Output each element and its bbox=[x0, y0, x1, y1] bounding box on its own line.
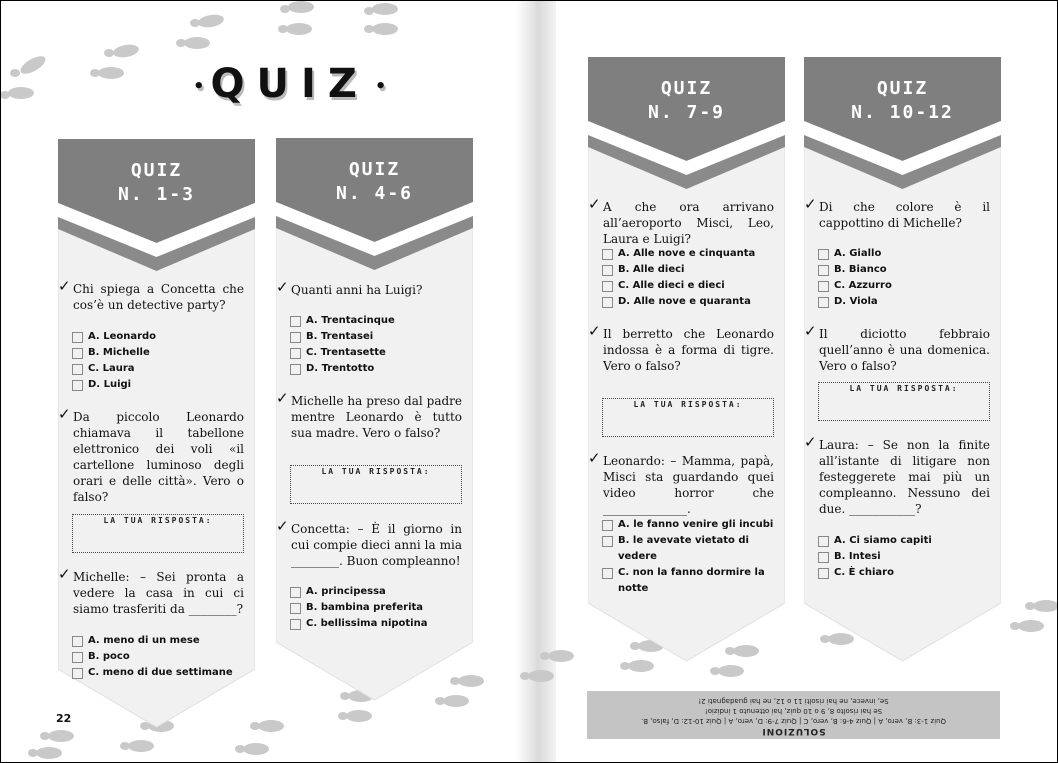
checkbox[interactable] bbox=[72, 636, 83, 647]
checkmark-icon: ✓ bbox=[276, 389, 289, 407]
options-list bbox=[818, 246, 993, 310]
option-b[interactable]: B. Michelle bbox=[72, 345, 247, 361]
checkmark-icon: ✓ bbox=[276, 278, 289, 296]
footprint-icon bbox=[250, 720, 284, 732]
option-b[interactable]: B. Alle dieci bbox=[602, 262, 777, 278]
footprint-icon bbox=[710, 665, 744, 677]
question-1: ✓ A che ora arrivano all’aeroporto Misci, Leo, Laura e Luigi? bbox=[588, 195, 774, 246]
option-b[interactable]: B. poco bbox=[72, 649, 247, 665]
option-a[interactable]: A. principessa bbox=[290, 584, 465, 600]
checkmark-icon: ✓ bbox=[58, 565, 71, 583]
footprint-icon bbox=[338, 710, 372, 722]
checkbox[interactable] bbox=[290, 619, 301, 630]
checkmark-icon: ✓ bbox=[804, 195, 817, 213]
footprint-icon bbox=[40, 730, 74, 742]
option-d[interactable]: D. Viola bbox=[818, 294, 993, 310]
checkbox[interactable] bbox=[72, 332, 83, 343]
question-3: ✓ Laura: – Se non la finite all’istante di litigare non festeggerete mai più un compleanno. Nessuno dei due. ___________? bbox=[804, 433, 990, 516]
question-1: ✓ Di che colore è il cappottino di Michelle? bbox=[804, 195, 990, 230]
options-list bbox=[72, 329, 247, 393]
checkbox[interactable] bbox=[602, 281, 613, 292]
quiz-card-7-9 bbox=[588, 57, 785, 665]
question-2: ✓ Michelle ha preso dal padre mentre Leonardo è tutto sua madre. Vero o falso? bbox=[276, 389, 462, 440]
answer-box[interactable] bbox=[290, 465, 462, 504]
checkbox[interactable] bbox=[602, 568, 613, 579]
checkbox[interactable] bbox=[290, 603, 301, 614]
checkmark-icon: ✓ bbox=[58, 277, 71, 295]
footprint-icon bbox=[1010, 620, 1044, 632]
footprint-icon bbox=[364, 23, 398, 35]
page-number: 22 bbox=[56, 712, 72, 725]
option-c[interactable]: C. Laura bbox=[72, 361, 247, 377]
solutions-box bbox=[587, 691, 1000, 739]
options-list bbox=[290, 313, 465, 377]
option-a[interactable]: A. le fanno venire gli incubi bbox=[602, 517, 777, 533]
footprint-icon bbox=[1, 87, 34, 99]
checkbox[interactable] bbox=[290, 364, 301, 375]
solutions-line: Se, invece, ne hai risolti 11 o 12, ne hai guadagnati 2! bbox=[698, 697, 889, 705]
quiz-card-4-6 bbox=[276, 138, 473, 703]
checkbox[interactable] bbox=[72, 668, 83, 679]
question-2: ✓ Da piccolo Leonardo chiamava il tabellone elettronico dei voli «il cartellone luminoso degli orari e delle città». Vero o falso? bbox=[58, 405, 244, 504]
checkbox[interactable] bbox=[290, 316, 301, 327]
option-a[interactable]: A. Leonardo bbox=[72, 329, 247, 345]
checkbox[interactable] bbox=[602, 249, 613, 260]
checkbox[interactable] bbox=[290, 332, 301, 343]
checkmark-icon: ✓ bbox=[588, 449, 601, 467]
checkbox[interactable] bbox=[818, 265, 829, 276]
checkbox[interactable] bbox=[818, 297, 829, 308]
checkbox[interactable] bbox=[290, 348, 301, 359]
answer-label: LA TUA RISPOSTA: bbox=[845, 384, 962, 393]
solutions-title: SOLUZIONI bbox=[761, 726, 826, 736]
quiz-card-1-3 bbox=[58, 139, 255, 729]
footprint-icon bbox=[540, 650, 574, 662]
checkbox[interactable] bbox=[72, 364, 83, 375]
options-list bbox=[290, 584, 465, 632]
footprint-icon bbox=[28, 747, 62, 759]
option-b[interactable]: B. le avevate vietato di vedere bbox=[602, 533, 777, 565]
option-b[interactable]: B. Bianco bbox=[818, 262, 993, 278]
question-2: ✓ Il berretto che Leonardo indossa è a forma di tigre. Vero o falso? bbox=[588, 322, 774, 373]
card-heading: QUIZ N. 10-12 bbox=[851, 78, 954, 123]
checkbox[interactable] bbox=[818, 568, 829, 579]
footprint-icon bbox=[10, 53, 48, 77]
card-heading: QUIZ N. 1-3 bbox=[117, 160, 196, 205]
option-d[interactable]: D. Alle nove e quaranta bbox=[602, 294, 777, 310]
footprint-icon bbox=[520, 670, 554, 682]
footprint-icon bbox=[1025, 600, 1057, 612]
footprint-icon bbox=[120, 740, 154, 752]
answer-label: LA TUA RISPOSTA: bbox=[99, 516, 216, 525]
answer-label: LA TUA RISPOSTA: bbox=[629, 400, 746, 409]
card-heading: QUIZ N. 7-9 bbox=[647, 78, 726, 123]
option-a[interactable]: A. Ci siamo capiti bbox=[818, 533, 993, 549]
option-c[interactable]: C. Trentasette bbox=[290, 345, 465, 361]
checkbox[interactable] bbox=[818, 536, 829, 547]
checkmark-icon: ✓ bbox=[588, 195, 601, 213]
option-d[interactable]: D. Luigi bbox=[72, 377, 247, 393]
checkbox[interactable] bbox=[818, 249, 829, 260]
options-list bbox=[602, 517, 777, 597]
checkbox[interactable] bbox=[818, 281, 829, 292]
option-c[interactable]: C. bellissima nipotina bbox=[290, 616, 465, 632]
checkbox[interactable] bbox=[72, 348, 83, 359]
checkbox[interactable] bbox=[72, 652, 83, 663]
option-b[interactable]: B. bambina preferita bbox=[290, 600, 465, 616]
option-c[interactable]: C. Alle dieci e dieci bbox=[602, 278, 777, 294]
page-title: • QUIZ • bbox=[193, 61, 387, 107]
checkbox[interactable] bbox=[290, 587, 301, 598]
answer-box[interactable] bbox=[72, 514, 244, 553]
checkbox[interactable] bbox=[818, 552, 829, 563]
answer-box[interactable] bbox=[602, 398, 774, 437]
option-a[interactable]: A. Trentacinque bbox=[290, 313, 465, 329]
options-list bbox=[602, 246, 777, 310]
checkmark-icon: ✓ bbox=[588, 322, 601, 340]
option-a[interactable]: A. Giallo bbox=[818, 246, 993, 262]
option-a[interactable]: A. meno di un mese bbox=[72, 633, 247, 649]
quiz-card-10-12 bbox=[804, 57, 1001, 665]
checkmark-icon: ✓ bbox=[804, 322, 817, 340]
checkbox[interactable] bbox=[602, 297, 613, 308]
question-3: ✓ Concetta: – È il giorno in cui compie dieci anni la mia ________. Buon compleanno! bbox=[276, 517, 462, 568]
option-d[interactable]: D. Trentotto bbox=[290, 361, 465, 377]
checkmark-icon: ✓ bbox=[58, 405, 71, 423]
footprint-icon bbox=[278, 23, 312, 35]
solutions-line: Quiz 1-3: B, vero, A | Quiz 4-6: B, vero, C | Quiz 7-9: D, vero, A | Quiz 10-12: D, falso, B. bbox=[640, 717, 947, 725]
footprint-icon bbox=[190, 13, 225, 29]
question-3: ✓ Michelle: – Sei pronta a vedere la casa in cui ci siamo trasferiti da ________? bbox=[58, 565, 244, 616]
checkmark-icon: ✓ bbox=[804, 433, 817, 451]
question-3: ✓ Leonardo: – Mamma, papà, Misci sta guardando quei video horror che ______________. bbox=[588, 449, 774, 516]
footprint-icon bbox=[364, 3, 398, 15]
options-list bbox=[72, 633, 247, 681]
footprint-icon bbox=[104, 43, 140, 59]
checkbox[interactable] bbox=[602, 265, 613, 276]
question-2: ✓ Il diciotto febbraio quell’anno è una domenica. Vero o falso? bbox=[804, 322, 990, 373]
checkbox[interactable] bbox=[602, 536, 613, 547]
option-c[interactable]: C. Azzurro bbox=[818, 278, 993, 294]
option-b[interactable]: B. Trentasei bbox=[290, 329, 465, 345]
card-heading: QUIZ N. 4-6 bbox=[335, 159, 414, 204]
checkmark-icon: ✓ bbox=[276, 517, 289, 535]
footprint-icon bbox=[90, 67, 124, 79]
question-1: ✓ Chi spiega a Concetta che cos’è un detective party? bbox=[58, 277, 244, 312]
question-1: ✓ Quanti anni ha Luigi? bbox=[276, 278, 423, 297]
answer-box[interactable] bbox=[818, 382, 990, 421]
footprint-icon bbox=[280, 1, 314, 13]
footprint-icon bbox=[176, 37, 210, 49]
checkbox[interactable] bbox=[602, 520, 613, 531]
option-c[interactable]: C. non la fanno dormire la notte bbox=[602, 565, 777, 597]
option-b[interactable]: B. Intesi bbox=[818, 549, 993, 565]
checkbox[interactable] bbox=[72, 380, 83, 391]
footprint-icon bbox=[235, 743, 269, 755]
option-a[interactable]: A. Alle nove e cinquanta bbox=[602, 246, 777, 262]
solutions-line: Se hai risolto 8, 9 o 10 quiz, hai ottenuto 1 indizio! bbox=[704, 707, 883, 715]
answer-label: LA TUA RISPOSTA: bbox=[317, 467, 434, 476]
option-c[interactable]: C. meno di due settimane bbox=[72, 665, 247, 681]
option-c[interactable]: C. È chiaro bbox=[818, 565, 993, 581]
options-list bbox=[818, 533, 993, 581]
